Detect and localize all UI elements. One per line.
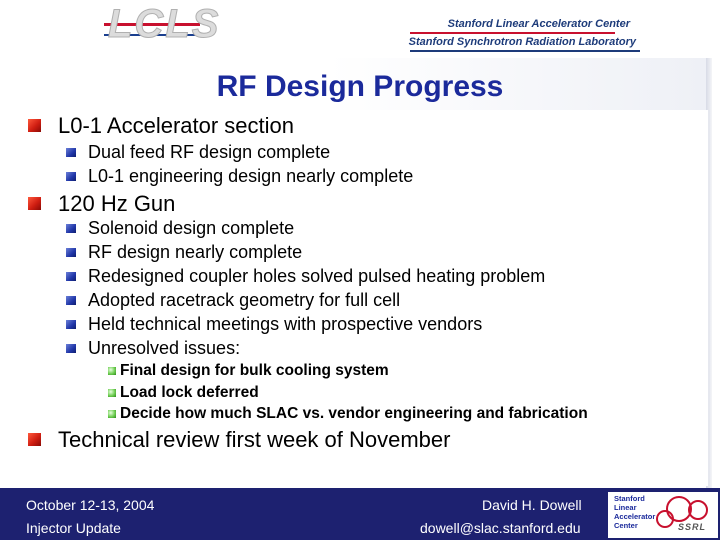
blue-square-bullet-icon	[66, 296, 76, 305]
footer-subject: Injector Update	[26, 520, 121, 536]
slac-logo	[608, 492, 718, 538]
green-bullet-icon	[108, 389, 116, 397]
footer-email: dowell@slac.stanford.edu	[420, 520, 581, 536]
bullet-text: Decide how much SLAC vs. vendor engineering and fabrication	[120, 405, 588, 422]
red-square-bullet-icon	[28, 433, 41, 446]
bullet-text: Technical review first week of November	[58, 427, 451, 452]
slide-title: RF Design Progress	[216, 70, 504, 103]
bullet-text: Dual feed RF design complete	[88, 142, 331, 162]
bullet-text: L0-1 Accelerator section	[58, 113, 295, 138]
blue-square-bullet-icon	[66, 172, 76, 181]
footer-author: David H. Dowell	[482, 497, 582, 513]
lab-rule-red	[410, 32, 615, 34]
lab-names	[410, 18, 640, 54]
bullet-text: 120 Hz Gun	[58, 191, 176, 216]
green-bullet-icon	[108, 410, 116, 418]
bullet-text: Adopted racetrack geometry for full cell	[88, 290, 401, 310]
ring-icon	[656, 510, 674, 528]
blue-square-bullet-icon	[66, 320, 76, 329]
red-square-bullet-icon	[28, 197, 41, 210]
slac-logo-text	[614, 494, 655, 530]
slac-logo-line: Center	[614, 521, 638, 530]
bullet-text: Unresolved issues:	[88, 338, 241, 358]
blue-square-bullet-icon	[66, 248, 76, 257]
ssrl-name: Stanford Synchrotron Radiation Laboratory	[408, 36, 636, 48]
lcls-logo-text: LCLS	[108, 2, 221, 46]
lcls-logo	[104, 2, 221, 50]
slac-logo-line: Stanford	[614, 494, 645, 503]
ssrl-logo-text: SSRL	[678, 522, 707, 532]
slac-logo-line: Linear	[614, 503, 637, 512]
red-square-bullet-icon	[28, 119, 41, 132]
bullet-text: Redesigned coupler holes solved pulsed heating problem	[88, 266, 546, 286]
ring-icon	[688, 500, 708, 520]
bullet-text: Solenoid design complete	[88, 218, 295, 238]
slac-name: Stanford Linear Accelerator Center	[447, 18, 630, 30]
header	[0, 0, 720, 58]
slac-logo-line: Accelerator	[614, 512, 656, 521]
footer-date: October 12-13, 2004	[26, 497, 155, 513]
blue-square-bullet-icon	[66, 148, 76, 157]
bullet-text: RF design nearly complete	[88, 242, 303, 262]
lab-rule-blue	[410, 50, 640, 52]
blue-square-bullet-icon	[66, 224, 76, 233]
blue-square-bullet-icon	[66, 344, 76, 353]
bullet-text: Final design for bulk cooling system	[120, 362, 389, 379]
bullet-text: Load lock deferred	[120, 384, 259, 401]
blue-square-bullet-icon	[66, 272, 76, 281]
green-bullet-icon	[108, 367, 116, 375]
bullet-text: Held technical meetings with prospective vendors	[88, 314, 483, 334]
bullet-text: L0-1 engineering design nearly complete	[88, 166, 414, 186]
